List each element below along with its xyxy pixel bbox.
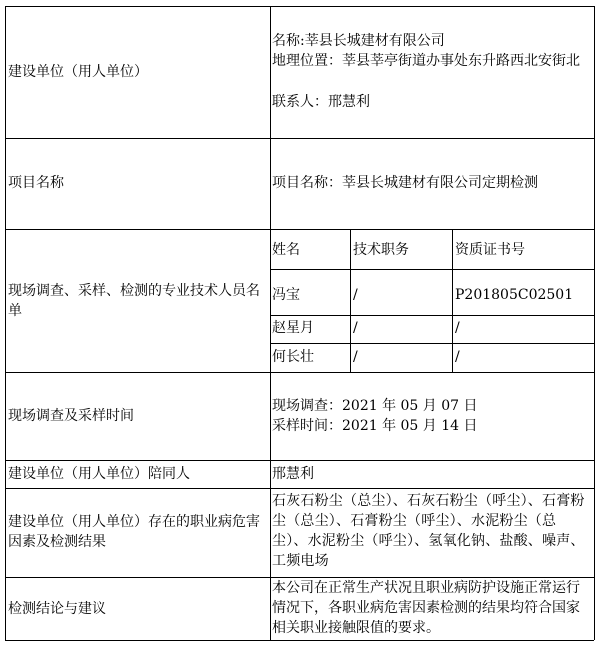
project-value: 项目名称：莘县长城建材有限公司定期检测 <box>272 175 538 191</box>
border-bottom <box>5 640 594 641</box>
time-sampling: 采样时间：2021 年 05 月 14 日 <box>272 418 478 434</box>
escort-label: 建设单位（用人单位）陪同人 <box>8 466 190 482</box>
staff-col-divider-2 <box>452 229 453 372</box>
unit-name: 名称:莘县长城建材有限公司 <box>272 33 445 49</box>
staff-cert-2: / <box>455 320 460 336</box>
staff-title-3: / <box>353 349 358 365</box>
staff-header-cert: 资质证书号 <box>455 242 525 258</box>
staff-row-divider-2 <box>270 343 594 344</box>
staff-name-1: 冯宝 <box>272 287 300 303</box>
conclusion-value: 本公司在正常生产状况且职业病防护设施正常运行情况下，各职业病危害因素检测的结果均符合国家相关职业接触限值的要求。 <box>272 580 580 636</box>
column-divider <box>270 6 271 640</box>
conclusion-label: 检测结论与建议 <box>8 601 106 617</box>
escort-value: 邢慧利 <box>272 466 314 482</box>
staff-label: 现场调查、采样、检测的专业技术人员名单 <box>8 283 260 319</box>
project-label: 项目名称 <box>8 175 64 191</box>
border-left <box>5 6 6 640</box>
divider-escort <box>5 488 594 489</box>
divider-staff <box>5 372 594 373</box>
staff-header-divider <box>270 269 594 270</box>
staff-name-3: 何长壮 <box>272 349 314 365</box>
staff-cert-1: P201805C02501 <box>455 287 574 303</box>
staff-name-2: 赵星月 <box>272 320 314 336</box>
hazards-value: 石灰石粉尘（总尘）、石灰石粉尘（呼尘）、石膏粉尘（总尘）、石膏粉尘（呼尘）、水泥粉尘（总尘）、水泥粉尘（呼尘）、氢氧化钠、盐酸、噪声、工频电场 <box>272 493 585 569</box>
time-survey: 现场调查：2021 年 05 月 07 日 <box>272 398 478 414</box>
divider-unit <box>5 138 594 139</box>
border-top <box>5 6 594 7</box>
staff-header-title: 技术职务 <box>353 242 409 258</box>
staff-row-divider-1 <box>270 315 594 316</box>
staff-title-2: / <box>353 320 358 336</box>
hazards-label: 建设单位（用人单位）存在的职业病危害因素及检测结果 <box>8 514 260 550</box>
unit-contact: 联系人：邢慧利 <box>272 94 370 110</box>
staff-cert-3: / <box>455 349 460 365</box>
unit-location: 地理位置：莘县莘亭街道办事处东升路西北安街北 <box>272 53 580 69</box>
unit-label: 建设单位（用人单位） <box>8 64 148 80</box>
time-label: 现场调查及采样时间 <box>8 408 134 424</box>
staff-title-1: / <box>353 287 358 303</box>
divider-project <box>5 229 594 230</box>
staff-col-divider-1 <box>350 229 351 372</box>
border-right <box>594 6 595 640</box>
staff-header-name: 姓名 <box>272 242 300 258</box>
divider-time <box>5 460 594 461</box>
